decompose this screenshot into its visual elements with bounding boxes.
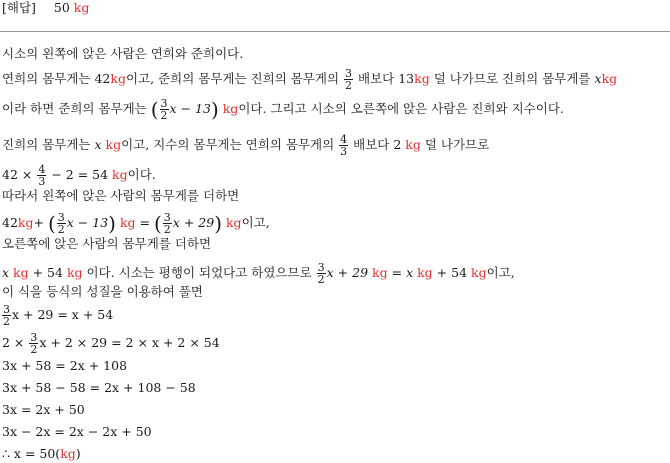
text: − 2 = 54 xyxy=(51,167,109,182)
fraction-3-2 xyxy=(160,98,169,121)
text: 진희의 몸무게는 xyxy=(2,137,91,152)
solution-line-1 xyxy=(2,46,243,62)
equation-3 xyxy=(2,358,127,374)
text: 따라서 왼쪽에 앉은 사람의 몸무게를 더하면 xyxy=(2,188,240,203)
text: 덜 나가므로 xyxy=(424,137,490,152)
equation-text: ) xyxy=(75,446,81,461)
equation-text: 3x + 58 − 58 = 2x + 108 − 58 xyxy=(2,380,196,395)
text: 배보다 13 xyxy=(358,71,415,86)
text: 이다. 시소는 평행이 되었다고 하였으므로 xyxy=(86,265,312,280)
unit-kg: kg xyxy=(119,215,136,230)
fraction-3-2 xyxy=(317,262,326,285)
answer-number: 50 xyxy=(53,0,70,15)
unit-kg: kg xyxy=(105,137,122,152)
text: 이 식을 등식의 성질을 이용하여 풀면 xyxy=(2,284,203,299)
text: + xyxy=(33,215,44,230)
equation-text: x + 29 = x + 54 xyxy=(12,307,114,322)
equation-2 xyxy=(2,332,220,355)
solution-line-5 xyxy=(2,164,156,187)
solution-line-3 xyxy=(2,98,564,121)
denominator: 2 xyxy=(57,223,65,236)
denominator: 2 xyxy=(345,79,353,92)
denominator: 2 xyxy=(160,109,168,122)
paren-open: ( xyxy=(47,211,56,236)
equation-5 xyxy=(2,402,85,418)
fraction-3-2 xyxy=(344,68,353,91)
paren-close: ) xyxy=(108,211,116,236)
solution-line-10 xyxy=(2,284,203,300)
denominator: 3 xyxy=(38,175,46,188)
variable-x: x xyxy=(406,265,414,280)
numerator: 3 xyxy=(30,331,38,344)
paren-close: ) xyxy=(210,97,219,122)
unit-kg: kg xyxy=(225,215,242,230)
text: 배보다 2 xyxy=(353,137,402,152)
expression: x − 13 xyxy=(66,215,109,230)
expression: x + 29 xyxy=(172,215,215,230)
equation-1 xyxy=(2,304,113,327)
answer-unit: kg xyxy=(73,0,90,15)
unit-kg: kg xyxy=(17,215,34,230)
solution-line-9 xyxy=(2,262,515,285)
equation-text: 3x + 58 = 2x + 108 xyxy=(2,358,128,373)
text: + 54 xyxy=(32,265,63,280)
text: = xyxy=(139,215,150,230)
unit-kg: kg xyxy=(601,71,618,86)
unit-kg: kg xyxy=(60,446,76,461)
equation-4 xyxy=(2,380,196,396)
text: 연희의 몸무게는 42 xyxy=(2,71,111,86)
solution-line-2 xyxy=(2,68,617,91)
unit-kg: kg xyxy=(13,265,29,280)
denominator: 2 xyxy=(3,315,10,328)
fraction-3-2 xyxy=(29,332,38,355)
numerator: 3 xyxy=(345,67,353,80)
solution-line-4 xyxy=(2,134,489,157)
text: 이고, 지수의 몸무게는 연희의 몸무게의 xyxy=(121,137,335,152)
answer-tag: [해답] xyxy=(2,0,36,15)
text: 오른쪽에 앉은 사람의 몸무게를 더하면 xyxy=(2,236,212,251)
text: = xyxy=(391,265,403,280)
text: 이다. 그리고 시소의 오른쪽에 앉은 사람은 진희와 지수이다. xyxy=(238,101,564,116)
numerator: 3 xyxy=(163,211,171,224)
unit-kg: kg xyxy=(66,265,83,280)
denominator: 2 xyxy=(163,223,171,236)
equation-text: x + 2 × 29 = 2 × x + 2 × 54 xyxy=(39,335,220,350)
unit-kg: kg xyxy=(405,137,421,152)
text: 이다. xyxy=(127,167,156,182)
unit-kg: kg xyxy=(471,265,487,280)
equation-text: ∴ x = 50( xyxy=(2,446,61,461)
fraction-3-2 xyxy=(57,212,66,235)
numerator: 3 xyxy=(57,211,65,224)
variable-x: x xyxy=(94,137,102,152)
numerator: 4 xyxy=(340,133,348,146)
paren-open: ( xyxy=(153,211,162,236)
unit-kg: kg xyxy=(417,265,433,280)
expression: x + 29 xyxy=(326,265,369,280)
equation-text: 2 × xyxy=(2,335,25,350)
unit-kg: kg xyxy=(110,71,126,86)
answer-header xyxy=(2,0,89,16)
variable-x: x xyxy=(2,265,10,280)
paren-open: ( xyxy=(150,97,159,122)
numerator: 4 xyxy=(38,163,46,176)
variable-x: x xyxy=(594,71,602,86)
denominator: 2 xyxy=(30,343,38,356)
equation-6 xyxy=(2,424,152,440)
equation-7 xyxy=(2,446,81,462)
text: 이고, xyxy=(241,215,270,230)
fraction-4-3 xyxy=(37,164,46,187)
unit-kg: kg xyxy=(112,167,128,182)
text: + 54 xyxy=(436,265,468,280)
text: 시소의 왼쪽에 앉은 사람은 연희와 준희이다. xyxy=(2,46,244,61)
text: 42 xyxy=(2,215,18,230)
text: 이고, 준희의 몸무게는 진희의 몸무게의 xyxy=(125,71,340,86)
divider-line xyxy=(0,31,670,32)
expression: x − 13 xyxy=(169,101,211,116)
fraction-3-2 xyxy=(163,212,172,235)
text: 이고, xyxy=(486,265,515,280)
text: 덜 나가므로 진희의 몸무게를 xyxy=(433,71,591,86)
unit-kg: kg xyxy=(372,265,388,280)
equation-text: 3x = 2x + 50 xyxy=(2,402,85,417)
solution-line-6 xyxy=(2,188,239,204)
denominator: 3 xyxy=(340,145,348,158)
unit-kg: kg xyxy=(222,101,239,116)
solution-line-7 xyxy=(2,212,270,235)
fraction-3-2 xyxy=(2,304,11,327)
numerator: 3 xyxy=(3,303,10,316)
numerator: 3 xyxy=(160,97,168,110)
paren-close: ) xyxy=(214,211,222,236)
text: 이라 하면 준희의 몸무게는 xyxy=(2,101,147,116)
denominator: 2 xyxy=(317,273,325,286)
numerator: 3 xyxy=(317,261,325,274)
text: 42 × xyxy=(2,167,33,182)
equation-text: 3x − 2x = 2x − 2x + 50 xyxy=(2,424,152,439)
solution-line-8 xyxy=(2,236,211,252)
unit-kg: kg xyxy=(414,71,430,86)
fraction-4-3 xyxy=(339,134,348,157)
